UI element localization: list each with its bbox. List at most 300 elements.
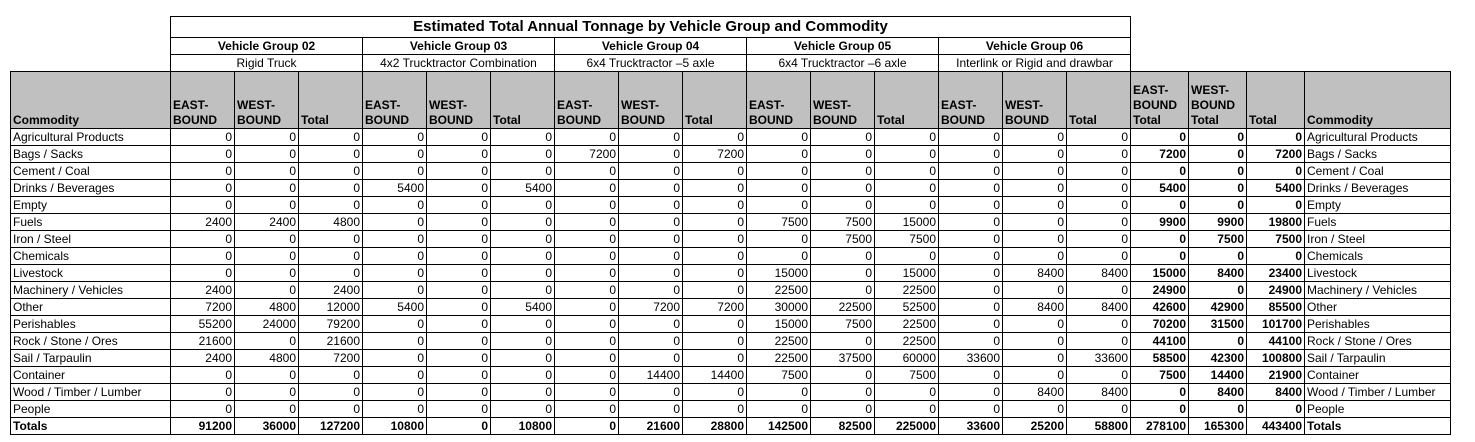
value-cell: 7200 xyxy=(683,299,747,316)
value-cell: 14400 xyxy=(683,367,747,384)
value-cell: 0 xyxy=(875,163,939,180)
commodity-label: Rock / Stone / Ores xyxy=(11,333,171,350)
value-cell: 0 xyxy=(363,384,427,401)
total-cell: 0 xyxy=(1189,197,1247,214)
total-cell: 7500 xyxy=(1189,231,1247,248)
value-cell: 0 xyxy=(683,214,747,231)
value-cell: 0 xyxy=(1067,146,1131,163)
value-cell: 0 xyxy=(427,231,491,248)
value-cell: 0 xyxy=(875,146,939,163)
total-cell: 42300 xyxy=(1189,350,1247,367)
total-cell: 0 xyxy=(1131,129,1189,146)
value-cell: 0 xyxy=(235,231,299,248)
value-cell: 0 xyxy=(299,163,363,180)
value-cell: 24000 xyxy=(235,316,299,333)
total-cell: 24900 xyxy=(1131,282,1189,299)
total-cell: 44100 xyxy=(1247,333,1305,350)
value-cell: 2400 xyxy=(171,214,235,231)
value-cell: 7500 xyxy=(811,214,875,231)
header-commodity-right: Commodity xyxy=(1305,72,1451,129)
commodity-label-right: Agricultural Products xyxy=(1305,129,1451,146)
value-cell: 0 xyxy=(555,384,619,401)
value-cell: 0 xyxy=(427,197,491,214)
value-cell: 0 xyxy=(683,282,747,299)
value-cell: 0 xyxy=(427,367,491,384)
value-cell: 8400 xyxy=(1067,299,1131,316)
header-westbound: WEST-BOUND xyxy=(427,72,491,129)
commodity-label-right: Wood / Timber / Lumber xyxy=(1305,384,1451,401)
value-cell: 0 xyxy=(683,180,747,197)
value-cell: 0 xyxy=(299,231,363,248)
value-cell: 0 xyxy=(491,316,555,333)
value-cell: 0 xyxy=(427,333,491,350)
value-cell: 0 xyxy=(491,163,555,180)
value-cell: 0 xyxy=(939,299,1003,316)
commodity-label-right: Chemicals xyxy=(1305,248,1451,265)
value-cell: 22500 xyxy=(875,316,939,333)
total-cell: 21900 xyxy=(1247,367,1305,384)
total-cell: 7500 xyxy=(1247,231,1305,248)
value-cell: 0 xyxy=(811,282,875,299)
value-cell: 2400 xyxy=(171,350,235,367)
value-cell: 0 xyxy=(619,146,683,163)
value-cell: 0 xyxy=(491,282,555,299)
value-cell: 0 xyxy=(427,180,491,197)
commodity-label: Wood / Timber / Lumber xyxy=(11,384,171,401)
value-cell: 0 xyxy=(363,401,427,418)
value-cell: 0 xyxy=(555,214,619,231)
value-cell: 7500 xyxy=(747,214,811,231)
commodity-label-right: Sail / Tarpaulin xyxy=(1305,350,1451,367)
commodity-label: Machinery / Vehicles xyxy=(11,282,171,299)
value-cell: 0 xyxy=(683,197,747,214)
total-cell: 0 xyxy=(1247,197,1305,214)
total-cell: 9900 xyxy=(1131,214,1189,231)
value-cell: 58800 xyxy=(1067,418,1131,435)
total-cell: 58500 xyxy=(1131,350,1189,367)
value-cell: 0 xyxy=(1003,333,1067,350)
value-cell: 8400 xyxy=(1067,265,1131,282)
total-cell: 7500 xyxy=(1131,367,1189,384)
value-cell: 0 xyxy=(363,316,427,333)
table-row xyxy=(11,316,1451,333)
commodity-label: People xyxy=(11,401,171,418)
value-cell: 0 xyxy=(235,333,299,350)
value-cell: 0 xyxy=(235,401,299,418)
value-cell: 0 xyxy=(683,316,747,333)
value-cell: 0 xyxy=(811,163,875,180)
value-cell: 0 xyxy=(171,248,235,265)
table-row xyxy=(11,299,1451,316)
value-cell: 0 xyxy=(491,197,555,214)
commodity-label: Iron / Steel xyxy=(11,231,171,248)
total-cell: 0 xyxy=(1131,384,1189,401)
value-cell: 0 xyxy=(619,214,683,231)
total-cell: 0 xyxy=(1247,163,1305,180)
value-cell: 0 xyxy=(939,367,1003,384)
value-cell: 0 xyxy=(619,197,683,214)
value-cell: 0 xyxy=(299,248,363,265)
value-cell: 15000 xyxy=(875,214,939,231)
commodity-label: Totals xyxy=(11,418,171,435)
total-cell: 70200 xyxy=(1131,316,1189,333)
value-cell: 7500 xyxy=(811,316,875,333)
commodity-label: Other xyxy=(11,299,171,316)
value-cell: 0 xyxy=(747,401,811,418)
value-cell: 0 xyxy=(1003,146,1067,163)
value-cell: 0 xyxy=(363,350,427,367)
value-cell: 52500 xyxy=(875,299,939,316)
value-cell: 0 xyxy=(619,316,683,333)
value-cell: 8400 xyxy=(1003,384,1067,401)
value-cell: 0 xyxy=(939,282,1003,299)
value-cell: 22500 xyxy=(747,333,811,350)
value-cell: 0 xyxy=(299,367,363,384)
value-cell: 5400 xyxy=(363,299,427,316)
value-cell: 21600 xyxy=(619,418,683,435)
value-cell: 0 xyxy=(555,265,619,282)
commodity-label-right: Drinks / Beverages xyxy=(1305,180,1451,197)
value-cell: 7200 xyxy=(683,146,747,163)
value-cell: 7200 xyxy=(555,146,619,163)
value-cell: 0 xyxy=(427,316,491,333)
value-cell: 0 xyxy=(363,231,427,248)
commodity-label-right: Fuels xyxy=(1305,214,1451,231)
commodity-label: Cement / Coal xyxy=(11,163,171,180)
value-cell: 0 xyxy=(427,299,491,316)
value-cell: 0 xyxy=(811,146,875,163)
value-cell: 0 xyxy=(1003,248,1067,265)
value-cell: 0 xyxy=(619,129,683,146)
header-westbound: WEST-BOUND xyxy=(1003,72,1067,129)
total-cell: 165300 xyxy=(1189,418,1247,435)
value-cell: 25200 xyxy=(1003,418,1067,435)
total-cell: 0 xyxy=(1189,248,1247,265)
value-cell: 22500 xyxy=(747,282,811,299)
value-cell: 0 xyxy=(427,418,491,435)
value-cell: 22500 xyxy=(747,350,811,367)
value-cell: 0 xyxy=(683,401,747,418)
value-cell: 0 xyxy=(939,248,1003,265)
total-cell: 23400 xyxy=(1247,265,1305,282)
value-cell: 0 xyxy=(1003,129,1067,146)
value-cell: 0 xyxy=(939,265,1003,282)
value-cell: 0 xyxy=(875,129,939,146)
value-cell: 0 xyxy=(747,180,811,197)
value-cell: 0 xyxy=(811,129,875,146)
table-row xyxy=(11,333,1451,350)
table-row xyxy=(11,265,1451,282)
header-westbound: WEST-BOUND xyxy=(811,72,875,129)
value-cell: 0 xyxy=(427,248,491,265)
total-cell: 85500 xyxy=(1247,299,1305,316)
value-cell: 0 xyxy=(1067,248,1131,265)
table-row xyxy=(11,180,1451,197)
value-cell: 0 xyxy=(427,163,491,180)
value-cell: 8400 xyxy=(1067,384,1131,401)
commodity-label: Sail / Tarpaulin xyxy=(11,350,171,367)
value-cell: 0 xyxy=(491,231,555,248)
total-cell: 9900 xyxy=(1189,214,1247,231)
value-cell: 0 xyxy=(363,333,427,350)
value-cell: 0 xyxy=(491,248,555,265)
value-cell: 0 xyxy=(427,350,491,367)
value-cell: 0 xyxy=(171,163,235,180)
value-cell: 12000 xyxy=(299,299,363,316)
value-cell: 21600 xyxy=(299,333,363,350)
value-cell: 0 xyxy=(555,401,619,418)
table-title: Estimated Total Annual Tonnage by Vehicle Group and Commodity xyxy=(171,17,1131,38)
value-cell: 0 xyxy=(171,180,235,197)
table-row xyxy=(11,350,1451,367)
value-cell: 0 xyxy=(235,367,299,384)
value-cell: 7500 xyxy=(811,231,875,248)
value-cell: 0 xyxy=(363,265,427,282)
header-eastbound: EAST-BOUND xyxy=(555,72,619,129)
totals-row xyxy=(11,418,1451,435)
value-cell: 0 xyxy=(555,350,619,367)
value-cell: 0 xyxy=(1067,180,1131,197)
value-cell: 33600 xyxy=(939,418,1003,435)
total-cell: 0 xyxy=(1131,163,1189,180)
commodity-label: Chemicals xyxy=(11,248,171,265)
commodity-label-right: Perishables xyxy=(1305,316,1451,333)
value-cell: 0 xyxy=(747,248,811,265)
value-cell: 0 xyxy=(555,282,619,299)
value-cell: 5400 xyxy=(491,180,555,197)
value-cell: 0 xyxy=(1003,282,1067,299)
vehicle-group-desc: Rigid Truck xyxy=(171,55,363,72)
total-cell: 0 xyxy=(1189,401,1247,418)
commodity-label-right: Empty xyxy=(1305,197,1451,214)
header-eastbound: EAST-BOUND xyxy=(363,72,427,129)
value-cell: 0 xyxy=(683,333,747,350)
total-cell: 5400 xyxy=(1247,180,1305,197)
total-cell: 24900 xyxy=(1247,282,1305,299)
value-cell: 10800 xyxy=(363,418,427,435)
total-cell: 0 xyxy=(1131,197,1189,214)
value-cell: 0 xyxy=(811,384,875,401)
value-cell: 0 xyxy=(811,248,875,265)
value-cell: 0 xyxy=(939,333,1003,350)
commodity-label: Container xyxy=(11,367,171,384)
total-cell: 42600 xyxy=(1131,299,1189,316)
value-cell: 0 xyxy=(1003,367,1067,384)
vehicle-group-desc: Interlink or Rigid and drawbar xyxy=(939,55,1131,72)
commodity-label-right: Totals xyxy=(1305,418,1451,435)
value-cell: 0 xyxy=(683,384,747,401)
value-cell: 225000 xyxy=(875,418,939,435)
value-cell: 0 xyxy=(555,197,619,214)
value-cell: 0 xyxy=(939,163,1003,180)
value-cell: 0 xyxy=(363,146,427,163)
total-cell: 0 xyxy=(1247,129,1305,146)
table-row xyxy=(11,197,1451,214)
value-cell: 0 xyxy=(491,401,555,418)
value-cell: 0 xyxy=(555,163,619,180)
table-row xyxy=(11,367,1451,384)
value-cell: 0 xyxy=(491,214,555,231)
total-cell: 7200 xyxy=(1131,146,1189,163)
header-eastbound-total: EAST-BOUND Total xyxy=(1131,72,1189,129)
table-row xyxy=(11,248,1451,265)
value-cell: 0 xyxy=(811,333,875,350)
value-cell: 0 xyxy=(875,180,939,197)
value-cell: 0 xyxy=(299,146,363,163)
total-cell: 0 xyxy=(1131,401,1189,418)
total-cell: 8400 xyxy=(1189,265,1247,282)
value-cell: 55200 xyxy=(171,316,235,333)
value-cell: 0 xyxy=(939,316,1003,333)
value-cell: 0 xyxy=(747,146,811,163)
value-cell: 0 xyxy=(939,180,1003,197)
value-cell: 0 xyxy=(683,350,747,367)
total-cell: 15000 xyxy=(1131,265,1189,282)
value-cell: 0 xyxy=(235,265,299,282)
header-total: Total xyxy=(875,72,939,129)
total-cell: 0 xyxy=(1189,129,1247,146)
value-cell: 0 xyxy=(939,129,1003,146)
vehicle-group-name: Vehicle Group 03 xyxy=(363,38,555,55)
value-cell: 0 xyxy=(619,350,683,367)
value-cell: 0 xyxy=(683,231,747,248)
header-eastbound: EAST-BOUND xyxy=(747,72,811,129)
value-cell: 0 xyxy=(427,146,491,163)
value-cell: 0 xyxy=(875,401,939,418)
value-cell: 0 xyxy=(555,129,619,146)
value-cell: 0 xyxy=(363,214,427,231)
value-cell: 0 xyxy=(427,129,491,146)
header-total: Total xyxy=(1067,72,1131,129)
total-cell: 8400 xyxy=(1189,384,1247,401)
table-row xyxy=(11,384,1451,401)
value-cell: 0 xyxy=(555,316,619,333)
table-row xyxy=(11,129,1451,146)
value-cell: 4800 xyxy=(235,350,299,367)
total-cell: 0 xyxy=(1189,163,1247,180)
commodity-label: Livestock xyxy=(11,265,171,282)
commodity-label-right: Bags / Sacks xyxy=(1305,146,1451,163)
header-eastbound: EAST-BOUND xyxy=(171,72,235,129)
total-cell: 19800 xyxy=(1247,214,1305,231)
value-cell: 0 xyxy=(747,129,811,146)
value-cell: 0 xyxy=(363,248,427,265)
value-cell: 0 xyxy=(171,129,235,146)
value-cell: 15000 xyxy=(747,265,811,282)
commodity-label-right: Cement / Coal xyxy=(1305,163,1451,180)
total-cell: 0 xyxy=(1189,146,1247,163)
value-cell: 0 xyxy=(491,367,555,384)
value-cell: 22500 xyxy=(875,333,939,350)
value-cell: 0 xyxy=(1067,231,1131,248)
value-cell: 0 xyxy=(1067,401,1131,418)
total-cell: 100800 xyxy=(1247,350,1305,367)
value-cell: 0 xyxy=(619,384,683,401)
value-cell: 0 xyxy=(939,401,1003,418)
value-cell: 0 xyxy=(875,197,939,214)
value-cell: 0 xyxy=(235,163,299,180)
value-cell: 0 xyxy=(491,146,555,163)
value-cell: 0 xyxy=(619,248,683,265)
value-cell: 0 xyxy=(1003,350,1067,367)
value-cell: 0 xyxy=(363,129,427,146)
value-cell: 37500 xyxy=(811,350,875,367)
value-cell: 5400 xyxy=(491,299,555,316)
value-cell: 0 xyxy=(619,401,683,418)
value-cell: 0 xyxy=(235,146,299,163)
value-cell: 0 xyxy=(491,350,555,367)
value-cell: 4800 xyxy=(299,214,363,231)
value-cell: 0 xyxy=(1067,367,1131,384)
value-cell: 0 xyxy=(235,384,299,401)
value-cell: 0 xyxy=(235,180,299,197)
value-cell: 0 xyxy=(1067,333,1131,350)
header-commodity: Commodity xyxy=(11,72,171,129)
value-cell: 0 xyxy=(491,265,555,282)
commodity-label-right: Machinery / Vehicles xyxy=(1305,282,1451,299)
value-cell: 142500 xyxy=(747,418,811,435)
value-cell: 60000 xyxy=(875,350,939,367)
vehicle-group-name: Vehicle Group 06 xyxy=(939,38,1131,55)
value-cell: 0 xyxy=(555,418,619,435)
vehicle-group-name: Vehicle Group 04 xyxy=(555,38,747,55)
commodity-label: Fuels xyxy=(11,214,171,231)
value-cell: 2400 xyxy=(299,282,363,299)
value-cell: 0 xyxy=(555,367,619,384)
value-cell: 0 xyxy=(1067,197,1131,214)
value-cell: 0 xyxy=(1067,316,1131,333)
value-cell: 7200 xyxy=(619,299,683,316)
value-cell: 0 xyxy=(811,367,875,384)
value-cell: 0 xyxy=(1003,316,1067,333)
commodity-label-right: People xyxy=(1305,401,1451,418)
commodity-label-right: Other xyxy=(1305,299,1451,316)
commodity-label: Empty xyxy=(11,197,171,214)
value-cell: 0 xyxy=(619,231,683,248)
value-cell: 0 xyxy=(939,146,1003,163)
value-cell: 0 xyxy=(299,401,363,418)
header-total: Total xyxy=(299,72,363,129)
total-cell: 14400 xyxy=(1189,367,1247,384)
value-cell: 2400 xyxy=(235,214,299,231)
value-cell: 10800 xyxy=(491,418,555,435)
value-cell: 0 xyxy=(555,333,619,350)
value-cell: 0 xyxy=(363,197,427,214)
total-cell: 278100 xyxy=(1131,418,1189,435)
vehicle-group-desc: 6x4 Trucktractor –6 axle xyxy=(747,55,939,72)
commodity-label-right: Livestock xyxy=(1305,265,1451,282)
value-cell: 28800 xyxy=(683,418,747,435)
value-cell: 0 xyxy=(171,384,235,401)
total-cell: 0 xyxy=(1189,180,1247,197)
value-cell: 0 xyxy=(427,384,491,401)
header-westbound: WEST-BOUND xyxy=(235,72,299,129)
table-row xyxy=(11,401,1451,418)
value-cell: 79200 xyxy=(299,316,363,333)
total-cell: 101700 xyxy=(1247,316,1305,333)
commodity-label-right: Container xyxy=(1305,367,1451,384)
vehicle-group-name: Vehicle Group 05 xyxy=(747,38,939,55)
total-cell: 0 xyxy=(1189,333,1247,350)
table-row xyxy=(11,163,1451,180)
value-cell: 0 xyxy=(299,384,363,401)
total-cell: 0 xyxy=(1247,401,1305,418)
value-cell: 0 xyxy=(1003,197,1067,214)
commodity-label: Agricultural Products xyxy=(11,129,171,146)
value-cell: 0 xyxy=(235,197,299,214)
value-cell: 36000 xyxy=(235,418,299,435)
value-cell: 7500 xyxy=(747,367,811,384)
